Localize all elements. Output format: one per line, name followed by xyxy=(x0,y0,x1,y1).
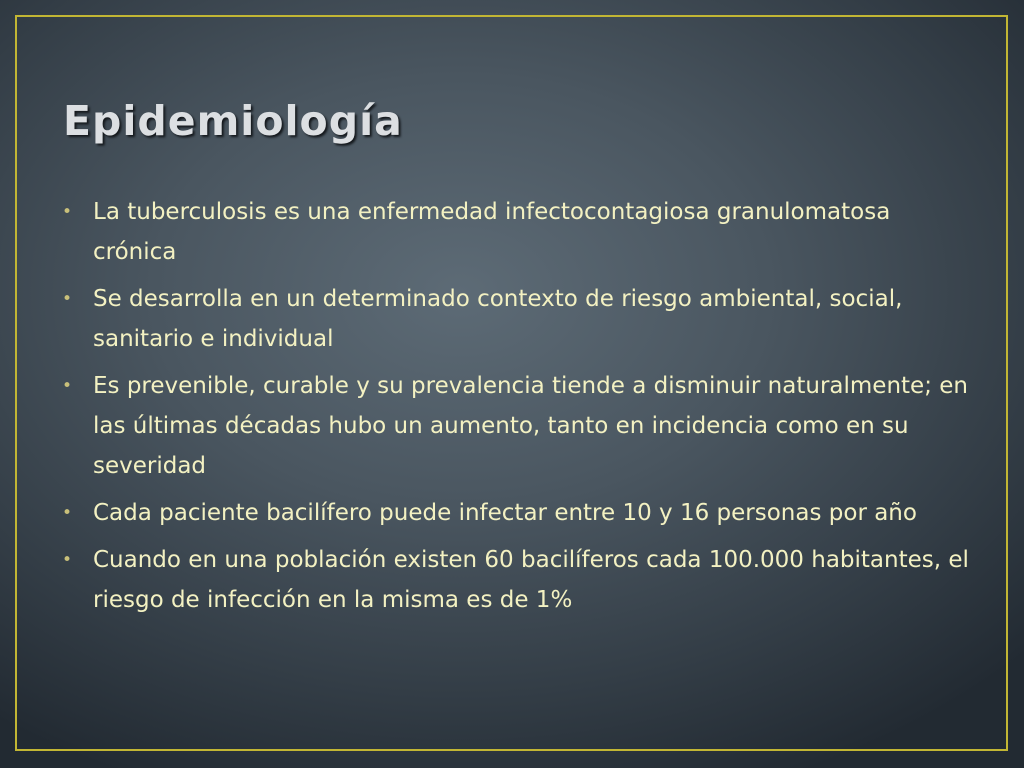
bullet-dot-icon: • xyxy=(62,550,73,570)
bullet-text: Cuando en una población existen 60 bacilíferos cada 100.000 habitantes, el riesgo de infección en la misma es de 1% xyxy=(93,547,969,613)
bullet-text: Cada paciente bacilífero puede infectar entre 10 y 16 personas por año xyxy=(93,500,917,526)
bullet-dot-icon: • xyxy=(62,289,73,309)
bullet-item xyxy=(62,279,972,359)
bullet-text: La tuberculosis es una enfermedad infectocontagiosa granulomatosa crónica xyxy=(93,199,891,265)
bullet-item xyxy=(62,192,972,272)
bullet-dot-icon: • xyxy=(62,376,73,396)
bullet-text: Se desarrolla en un determinado contexto de riesgo ambiental, social, sanitario e individual xyxy=(93,286,903,352)
bullet-text: Es prevenible, curable y su prevalencia tiende a disminuir naturalmente; en las últimas décadas hubo un aumento, tanto en incidencia como en su severidad xyxy=(93,373,968,479)
bullet-dot-icon: • xyxy=(62,503,73,523)
bullet-item xyxy=(62,493,972,533)
bullet-item xyxy=(62,540,972,620)
bullet-dot-icon: • xyxy=(62,202,73,222)
bullet-list xyxy=(62,192,972,627)
slide-title: Epidemiología xyxy=(63,97,403,145)
bullet-item xyxy=(62,366,972,486)
